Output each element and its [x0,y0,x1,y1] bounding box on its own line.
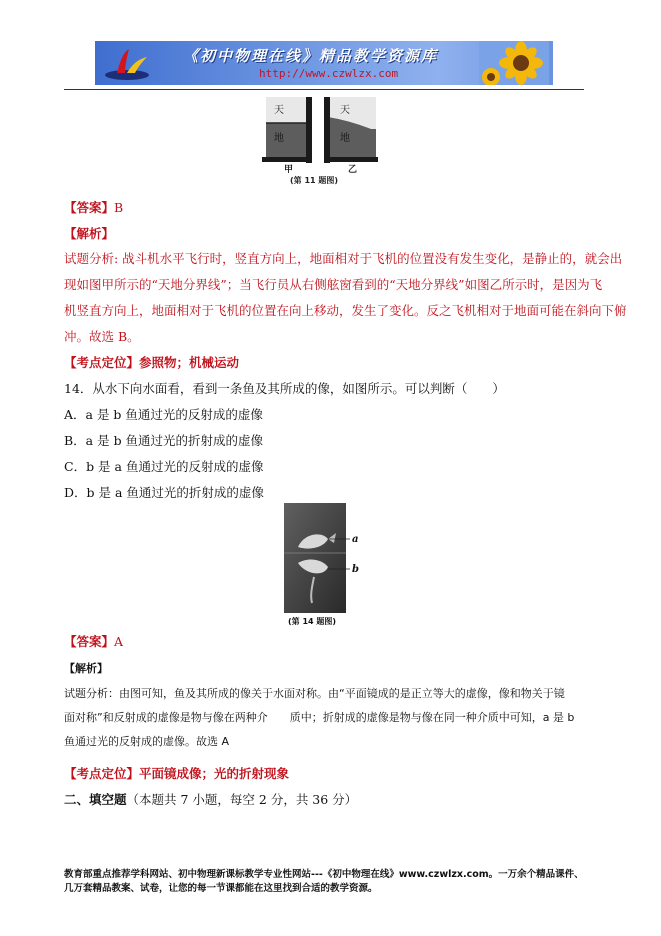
q11-analysis-tag: 【解析】 [64,226,115,241]
q11-kaodian: 【考点定位】参照物；机械运动 [64,355,240,370]
fig14-caption: (第 14 题图) [288,617,337,626]
q14-analysis-tag: 【解析】 [64,662,108,675]
fig11-sky-label-b: 天 [340,105,350,116]
q11-analysis-line-2: 现如图甲所示的“天地分界线”；当飞行员从右侧舷窗看到的“天地分界线”如图乙所示时，是因为飞 [64,277,603,292]
q11-answer-tag: 【答案】 [64,200,115,215]
figure-14-fish [284,503,370,627]
banner-url[interactable]: http://www.czwlzx.com [259,67,399,80]
q11-analysis-line-1: 试题分析: 战斗机水平飞行时，竖直方向上，地面相对于飞机的位置没有发生变化，是静止的，就会出 [64,251,623,266]
section-2-title: 二、填空题 [64,792,127,807]
sunflower-icon [479,41,549,85]
fig14-label-b: b [352,564,359,575]
q14-answer-value: A [114,634,124,649]
q14-kaodian: 【考点定位】平面镜成像；光的折射现象 [64,766,290,781]
fig11-label-yi: 乙 [348,165,358,175]
section-2-heading [64,790,357,808]
q14-analysis-line-2: 面对称”和反射成的虚像是物与像在两种介 质中；折射成的虚像是物与像在同一种介质中可知，a 是 b [64,711,575,724]
q14-analysis-line-1: 试题分析：由图可知，鱼及其所成的像关于水面对称。由“平面镜成的是正立等大的虚像，像和物关于镜 [64,687,565,700]
q11-analysis-line-3: 机竖直方向上，地面相对于飞机的位置在向上移动，发生了变化。反之飞机相对于地面可能在斜向下俯 [64,303,627,318]
footer-line-2: 几万套精品教案、试卷，让您的每一节课都能在这里找到合适的教学资源。 [64,883,378,894]
q14-stem: 14．从水下向水面看，看到一条鱼及其所成的像，如图所示。可以判断（ ） [64,381,505,396]
site-logo-icon [103,45,151,81]
q14-option-d: D．b 是 a 鱼通过光的折射成的虚像 [64,485,264,500]
section-2-note: （本题共 7 小题，每空 2 分，共 36 分） [126,792,358,807]
q14-option-b: B．a 是 b 鱼通过光的折射成的虚像 [64,433,264,448]
fig11-label-jia: 甲 [284,165,294,175]
q14-answer-tag: 【答案】 [64,634,115,649]
header-banner [95,41,553,85]
fig11-caption: (第 11 题图) [290,176,339,185]
q14-option-c: C．b 是 a 鱼通过光的反射成的虚像 [64,459,264,474]
q14-answer [64,632,123,650]
figure-11-horizon-windows [262,97,380,185]
window-yi [324,97,378,163]
banner-title: 《初中物理在线》精品教学资源库 [183,47,439,65]
fig11-sky-label-a: 天 [274,105,284,116]
q11-answer [64,198,123,216]
fig14-label-a: a [352,534,359,545]
q14-option-a: A．a 是 b 鱼通过光的反射成的虚像 [64,407,263,422]
footer-line-1: 教育部重点推荐学科网站、初中物理新课标教学专业性网站---《初中物理在线》www.czwlzx.com。一万余个精品课件、 [64,869,584,880]
q14-analysis-line-3: 鱼通过光的反射成的虚像。故选 A [64,735,230,748]
fig11-ground-label-b: 地 [340,133,350,144]
header-divider [64,89,584,90]
window-jia [262,97,312,163]
q11-analysis-line-4: 冲。故选 B。 [64,329,140,344]
fig11-ground-label-a: 地 [274,133,284,144]
q11-answer-value: B [114,200,124,215]
